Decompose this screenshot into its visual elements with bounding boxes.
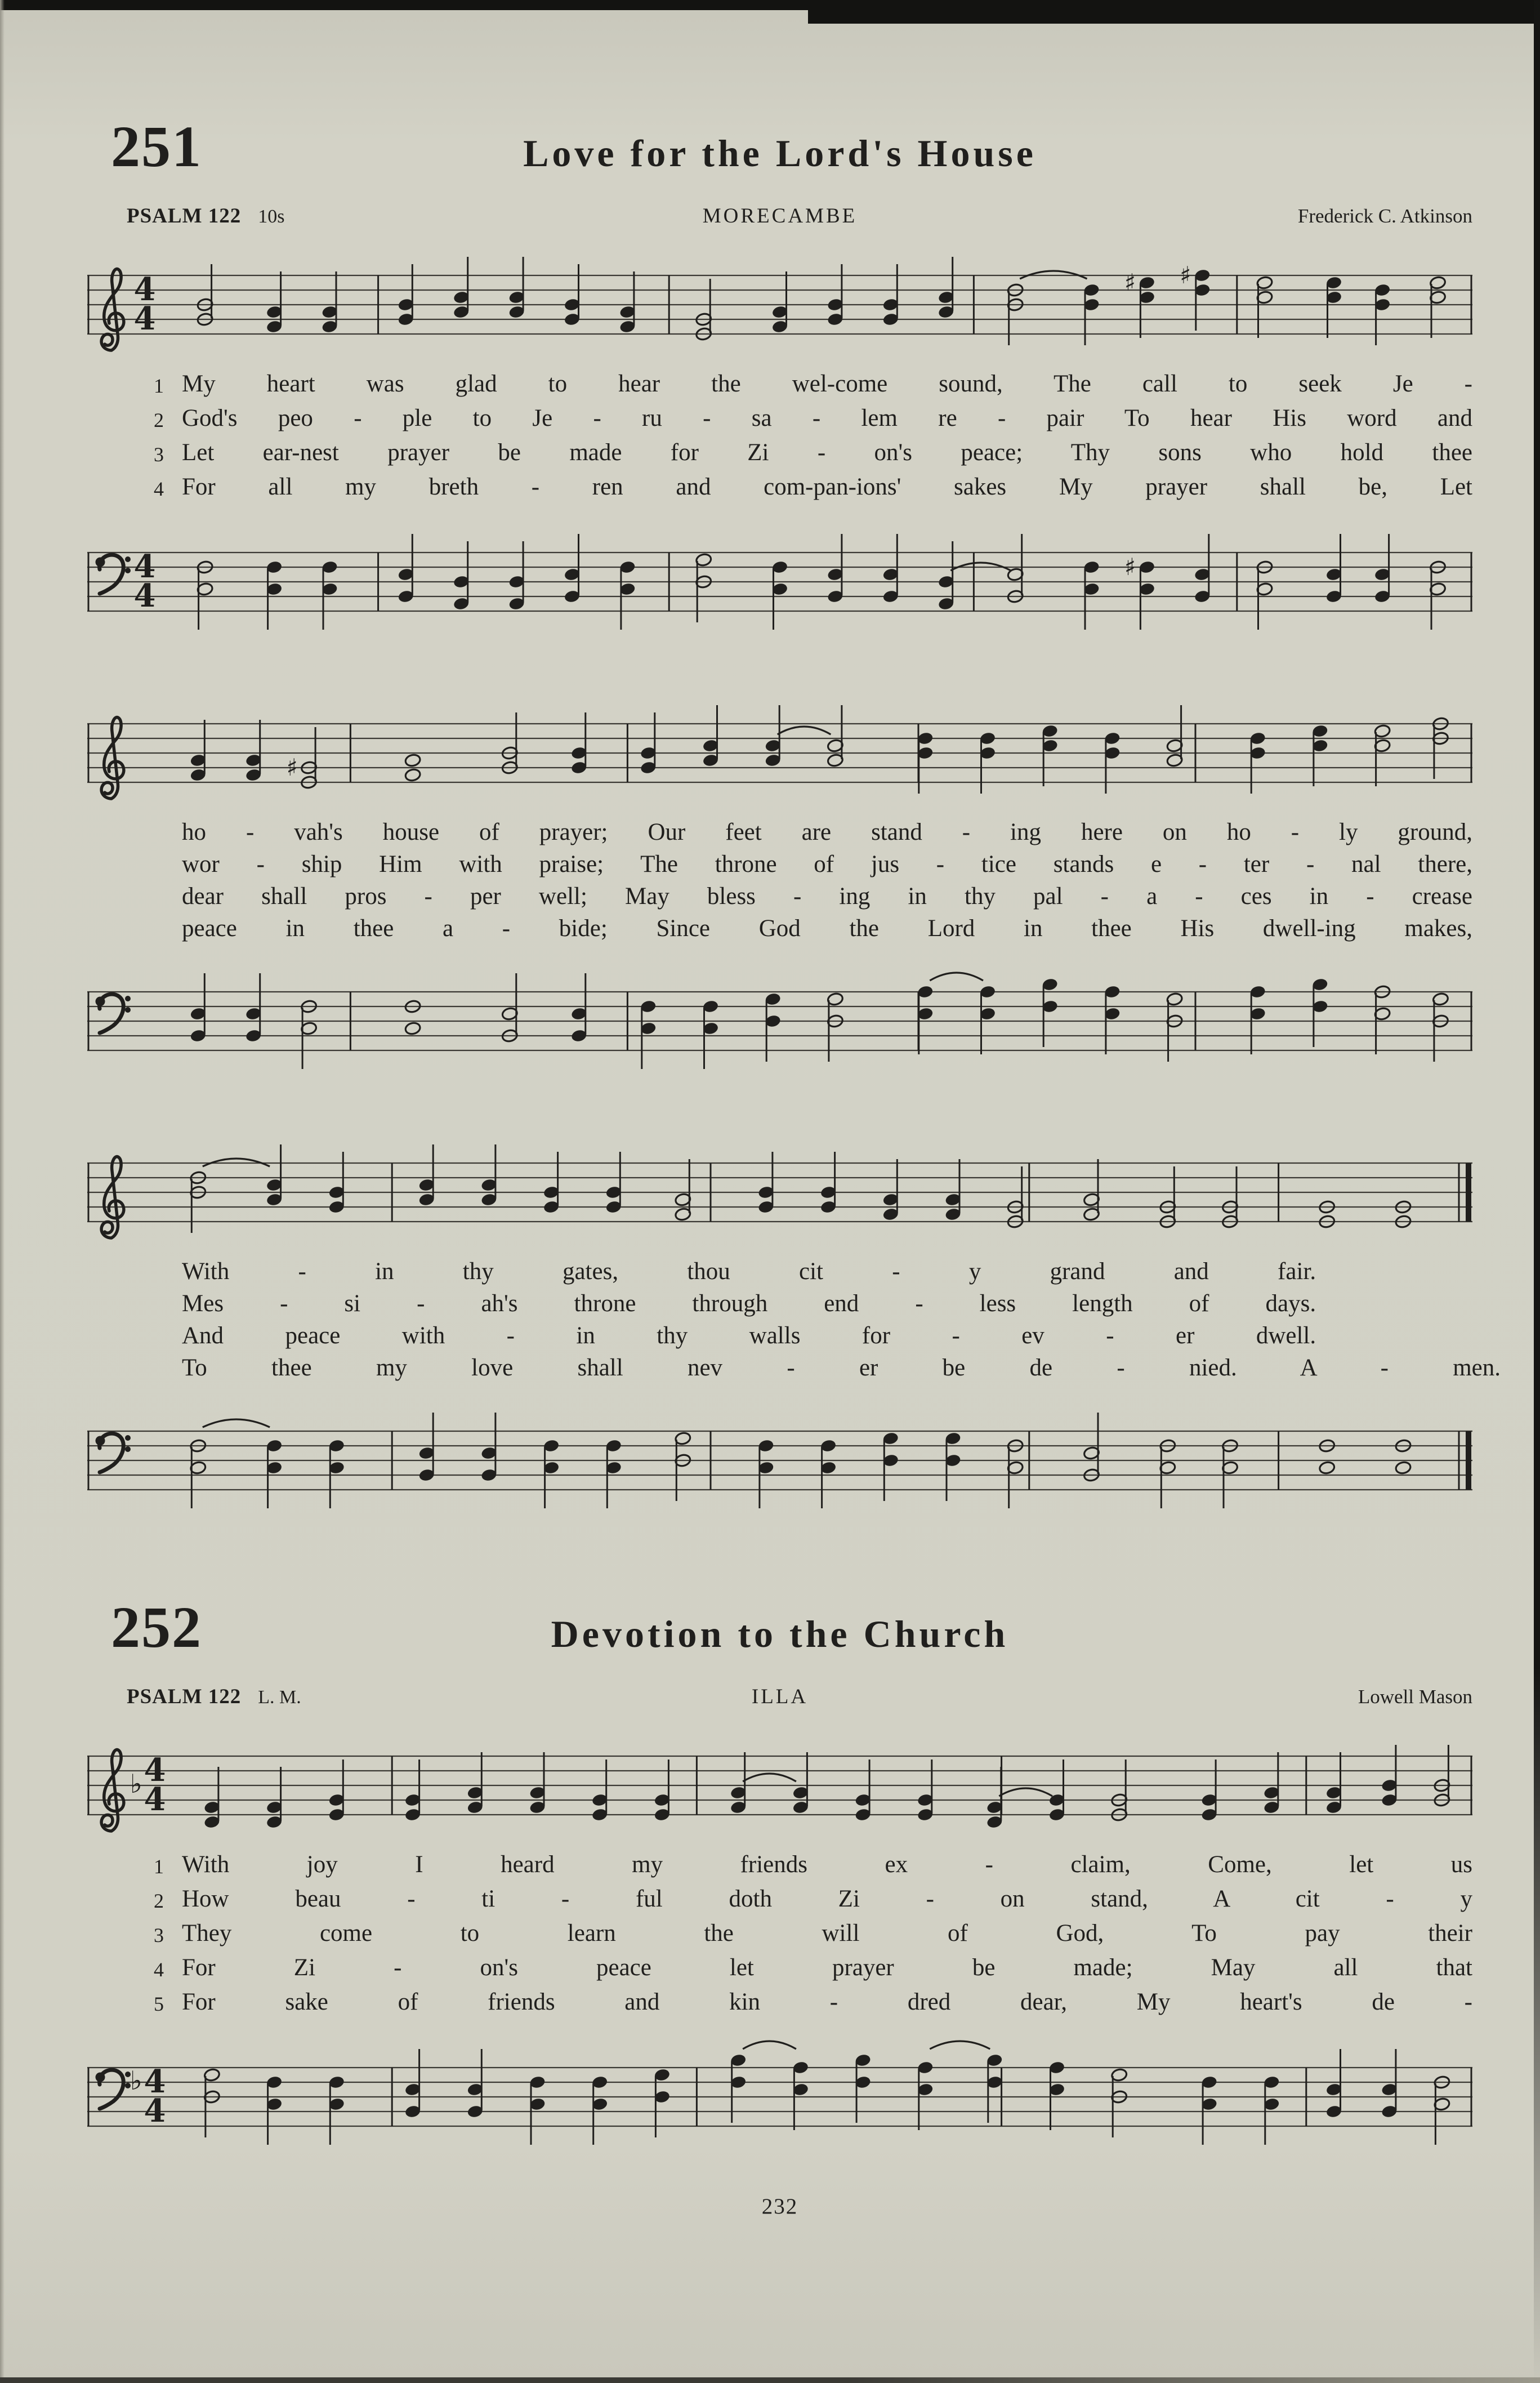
hymns [87,107,1501,2152]
treble-clef-icon [101,718,124,799]
composer-name: Lowell Mason [1358,1686,1472,1708]
treble-clef-icon [101,269,124,350]
hymn-251 [87,107,1501,1516]
svg-text:4: 4 [133,548,156,585]
svg-text:♯: ♯ [1124,269,1136,296]
verse-number: 3 [154,443,164,466]
verse-number [154,1320,182,1352]
lyric-line [154,1320,1472,1352]
lyric-text: They come to learn the will of God, To pay their [182,1920,1472,1947]
bass-clef-icon [96,555,131,594]
lyric-line [154,1255,1472,1288]
page-number: 232 [761,2194,798,2219]
lyrics-block [87,816,1472,945]
tune-name: ILLA [751,1685,809,1708]
lyric-line [154,471,1472,505]
music-staff-bass [87,515,1472,637]
lyric-line [154,1288,1472,1320]
lyric-text: And peace with - in thy walls for - ev - er dwell. [182,1322,1316,1349]
lyric-text: For all my breth - ren and com-pan-ions' sakes My prayer shall be, Let [182,474,1472,500]
page-right-edge [1534,0,1540,2383]
hymn-number: 252 [111,1595,202,1660]
svg-text:♭: ♭ [130,1769,142,1799]
page-content [87,0,1501,2219]
hymn-title: Devotion to the Church [551,1613,1009,1655]
lyrics-block [87,1849,1472,2020]
svg-text:♯: ♯ [286,754,298,781]
composer-name: Frederick C. Atkinson [1297,205,1472,227]
meter-label: 10s [258,206,285,227]
music-system [87,1719,1472,2152]
hymn-header [87,1588,1472,1659]
meter-label: L. M. [258,1687,301,1708]
lyric-text: God's peo - ple to Je - ru - sa - lem re - pair To hear His word and [182,405,1472,431]
verse-number [154,1288,182,1320]
music-staff-bass [87,1394,1472,1516]
hymn-meta-left [87,204,284,228]
staff-svg-bass [87,515,1472,637]
lyric-line [154,368,1472,402]
bass-clef-icon [96,1433,131,1472]
music-system [87,687,1472,1076]
svg-text:4: 4 [133,271,156,308]
music-staff-treble [87,1719,1472,1841]
staff-svg-treble [87,238,1472,360]
staff-svg-treble [87,1126,1472,1248]
lyric-line [154,848,1472,880]
svg-text:4: 4 [144,2063,166,2100]
music-staff-bass [87,2030,1472,2152]
verse-number [154,880,182,912]
verse-number [154,816,182,848]
verse-number: 4 [154,1958,164,1981]
tune-name: MORECAMBE [702,204,858,228]
verse-number [154,912,182,945]
treble-clef-icon [101,1750,124,1831]
treble-clef-icon [101,1157,124,1238]
svg-text:♯: ♯ [1180,261,1191,289]
lyric-text: ho - vah's house of prayer; Our feet are stand - ing here on ho - ly ground, [182,819,1472,845]
hymn-header [87,107,1472,178]
lyric-text: dear shall pros - per well; May bless - ing in thy pal - a - ces in - crease [182,883,1472,910]
staff-svg-treble [87,1719,1472,1841]
staff-svg-bass [87,1394,1472,1516]
svg-text:4: 4 [144,2092,166,2130]
lyric-text: For Zi - on's peace let prayer be made; May all that [182,1954,1472,1981]
svg-text:♯: ♯ [1124,553,1136,581]
page-left-edge [0,0,5,2383]
hymn-meta [87,204,1472,228]
svg-text:4: 4 [144,1752,166,1789]
svg-text:4: 4 [144,1781,166,1818]
verse-number [154,1352,182,1384]
verse-number [154,848,182,880]
verse-number: 2 [154,1890,164,1912]
lyric-line [154,1352,1501,1384]
verse-number: 3 [154,1924,164,1947]
lyric-text: Let ear-nest prayer be made for Zi - on's peace; Thy sons who hold thee [182,439,1472,466]
lyric-text: Mes - si - ah's throne through end - less length of days. [182,1290,1316,1317]
lyric-line [154,1917,1472,1952]
lyric-text: wor - ship Him with praise; The throne of jus - tice stands e - ter - nal there, [182,851,1472,878]
verse-number [154,1255,182,1288]
hymn-252 [87,1588,1472,2152]
svg-text:♭: ♭ [130,2065,142,2096]
lyric-text: With joy I heard my friends ex - claim, Come, let us [182,1851,1472,1878]
verse-number: 1 [154,375,164,397]
staff-svg-bass [87,955,1472,1076]
lyric-line [154,436,1472,471]
lyric-text: To thee my love shall nev - er be de - nied. A - men. [182,1355,1501,1381]
music-staff-treble [87,1126,1472,1248]
verse-number: 1 [154,1855,164,1878]
lyric-text: How beau - ti - ful doth Zi - on stand, A cit - y [182,1886,1472,1912]
lyric-line [154,1883,1472,1917]
verse-number: 5 [154,1993,164,2015]
bass-clef-icon [96,994,131,1033]
music-system [87,1126,1501,1516]
lyric-line [154,1952,1472,1986]
bass-clef-icon [96,2070,131,2109]
music-staff-bass [87,955,1472,1076]
verse-number: 2 [154,409,164,431]
lyric-line [154,1849,1472,1883]
lyric-line [154,1986,1472,2020]
lyric-line [154,912,1472,945]
hymn-meta [87,1685,1472,1709]
psalm-label: PSALM 122 [127,204,242,228]
staff-svg-treble [87,687,1472,808]
hymn-title: Love for the Lord's House [523,132,1037,175]
hymn-meta-left [87,1685,301,1709]
staff-svg-bass [87,2030,1472,2152]
lyric-text: My heart was glad to hear the wel-come sound, The call to seek Je - [182,371,1472,397]
lyrics-block [87,1255,1501,1384]
svg-text:4: 4 [133,577,156,614]
lyric-text: With - in thy gates, thou cit - y grand and fair. [182,1258,1316,1285]
hymn-number: 251 [111,114,202,179]
verse-number: 4 [154,478,164,500]
svg-text:4: 4 [133,300,156,337]
lyric-line [154,880,1472,912]
lyric-line [154,816,1472,848]
lyric-text: For sake of friends and kin - dred dear, My heart's de - [182,1989,1472,2015]
psalm-label: PSALM 122 [127,1685,242,1708]
music-staff-treble [87,238,1472,360]
music-system [87,238,1472,637]
music-staff-treble [87,687,1472,808]
lyric-line [154,402,1472,436]
page-bottom-edge [0,2377,1540,2383]
lyrics-block [87,368,1472,505]
lyric-text: peace in thee a - bide; Since God the Lord in thee His dwell-ing makes, [182,915,1472,942]
